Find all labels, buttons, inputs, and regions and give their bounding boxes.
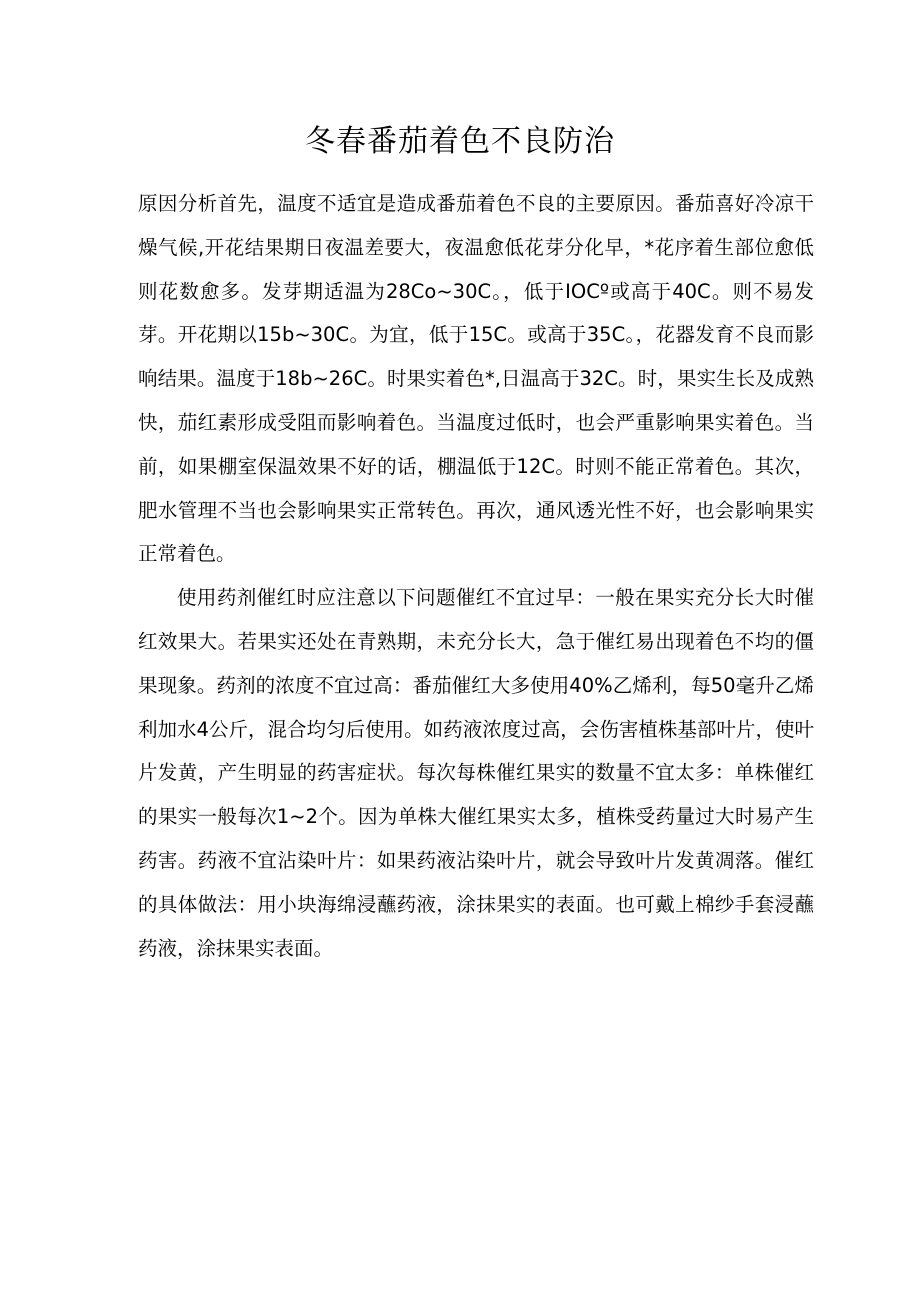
paragraph-cause-analysis: 原因分析首先，温度不适宜是造成番茄着色不良的主要原因。番茄喜好冷凉干燥气候,开花结果期日夜温差要大，夜温愈低花芽分化早，*花序着生部位愈低则花数愈多。发芽期适温为28Co~30C。，低于IOCº或高于40C。则不易发芽。开花期以15b~30C。为宜，低于15C。或高于35C。，花器发育不良而影响结果。温度于18b~26C。时果实着色*,日温高于32C。时，果实生长及成熟快，茄红素形成受阻而影响着色。当温度过低时，也会严重影响果实着色。当前，如果棚室保温效果不好的话，棚温低于12C。时则不能正常着色。其次，肥水管理不当也会影响果实正常转色。再次，通风透光性不好，也会影响果实正常着色。 <box>138 192 814 566</box>
paragraph-ripening-agent-usage: 使用药剂催红时应注意以下问题催红不宜过早：一般在果实充分长大时催红效果大。若果实还处在青熟期，未充分长大，急于催红易出现着色不均的僵果现象。药剂的浓度不宜过高：番茄催红大多使用40%乙烯利，每50毫升乙烯利加水4公斤，混合均匀后使用。如药液浓度过高，会伤害植株基部叶片，使叶片发黄，产生明显的药害症状。每次每株催红果实的数量不宜太多：单株催红的果实一般每次1~2个。因为单株大催红果实太多，植株受药量过大时易产生药害。药液不宜沾染叶片：如果药液沾染叶片，就会导致叶片发黄凋落。催红的具体做法：用小块海绵浸蘸药液，涂抹果实的表面。也可戴上棉纱手套浸蘸药液，涂抹果实表面。 <box>138 586 814 960</box>
document-title: 冬春番茄着色不良防治 <box>305 124 615 159</box>
document-body <box>138 182 814 970</box>
